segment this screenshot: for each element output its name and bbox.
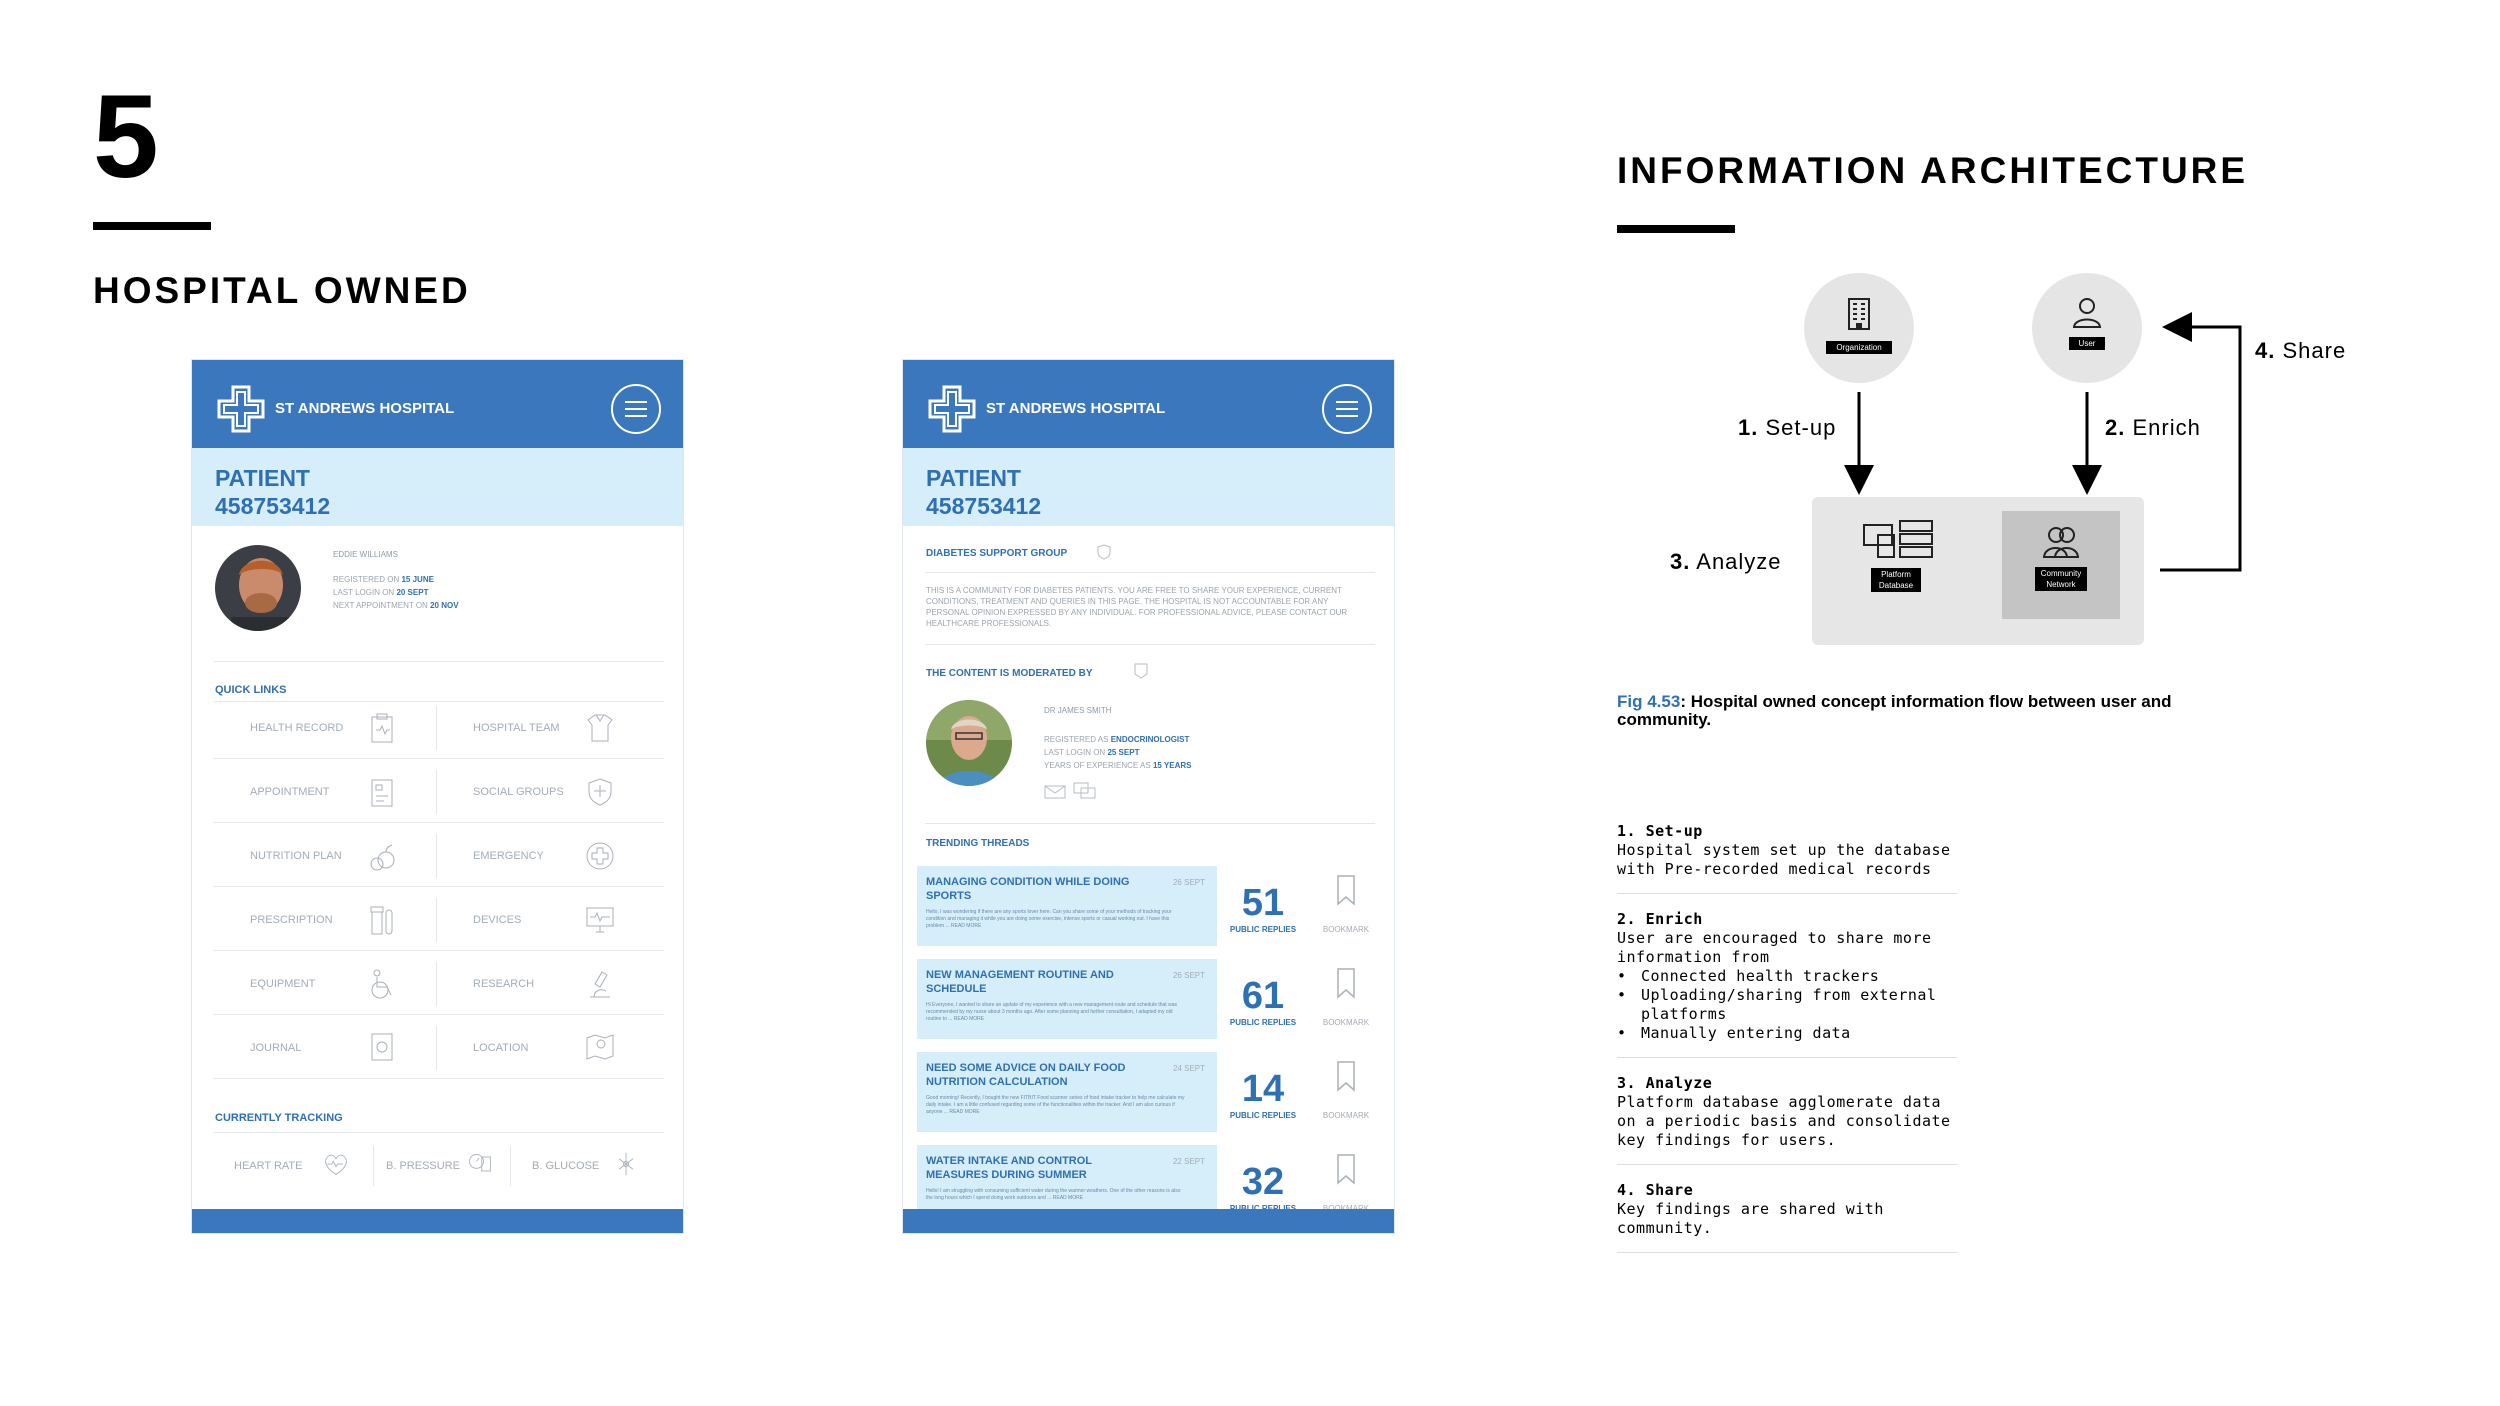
tracking-b-pressure[interactable]: B. PRESSURE [386, 1160, 460, 1172]
reply-count: 32 [1241, 1161, 1285, 1203]
thread-summary[interactable] [917, 1052, 1217, 1132]
patient-label: PATIENT [215, 465, 310, 491]
thread-date: 26 SEPT [1172, 878, 1205, 887]
bullet-item: • Connected health trackers [1617, 967, 1957, 986]
quick-link-devices[interactable]: DEVICES [473, 914, 522, 926]
shield-icon[interactable] [584, 776, 616, 808]
group-description: THIS IS A COMMUNITY FOR DIABETES PATIENTS. YOU ARE FREE TO SHARE YOUR EXPERIENCE, CURRENT CONDITIONS, TREATMENT AND QUERIES IN THIS PAGE. THE HOSPITAL IS NOT ACCOUNTABLE FOR ANY PERSONAL OPINION EXPRESSED BY ANY INDIVIDUAL. FOR PROFESSIONAL ADVICE, PLEASE CONTACT OUR HEALTHCARE PROFESSIONALS. [926, 586, 1348, 628]
experience-years: 15 YEARS [1152, 761, 1192, 770]
patient-banner [903, 448, 1394, 526]
mail-icon[interactable] [1044, 784, 1066, 800]
registered-prefix: REGISTERED ON [333, 575, 400, 584]
wheelchair-icon[interactable] [366, 968, 398, 1000]
fruit-icon[interactable] [366, 840, 398, 872]
thread-date: 22 SEPT [1172, 1157, 1205, 1166]
caption-text: : Hospital owned concept information flow between user and community. [1617, 692, 2172, 729]
hamburger-menu-icon[interactable] [1322, 384, 1372, 434]
bookmark-label[interactable]: BOOKMARK [1322, 1018, 1370, 1027]
patient-id: 458753412 [926, 493, 1042, 519]
setup-text: Set-up [1765, 415, 1837, 440]
phone-screen-community [902, 359, 1395, 1234]
reply-count: 51 [1241, 882, 1285, 924]
user-tag: User [2069, 337, 2105, 350]
patient-banner [192, 448, 683, 526]
thread-excerpt: Hi Everyone, I wanted to share an update of my experience with a new management route and schedule that was recommended by my nurse about 3 months ago. After some planning and further consultation, I adapted my old routine to ... READ MORE [926, 1002, 1177, 1022]
thread-date: 24 SEPT [1172, 1064, 1205, 1073]
thread-card[interactable] [917, 959, 1381, 1039]
quick-link-health-record[interactable]: HEALTH RECORD [250, 722, 344, 734]
microscope-icon[interactable] [584, 968, 616, 1000]
quick-link-appointment[interactable]: APPOINTMENT [250, 786, 330, 798]
shield-icon [1096, 544, 1112, 560]
thread-title[interactable]: NEED SOME ADVICE ON DAILY FOOD NUTRITION CALCULATION [926, 1062, 1126, 1088]
quick-link-emergency[interactable]: EMERGENCY [473, 850, 544, 862]
app-footer-bar [903, 1209, 1394, 1233]
quick-link-prescription[interactable]: PRESCRIPTION [250, 914, 333, 926]
community-tag-line: Community [2040, 569, 2082, 578]
analyze-label [1670, 549, 1782, 575]
divider [925, 644, 1375, 645]
bullet-item: • Uploading/sharing from external platforms [1617, 986, 1957, 1024]
quick-link-location[interactable]: LOCATION [473, 1042, 529, 1054]
app-header [903, 360, 1394, 448]
step-note [1617, 1074, 1957, 1165]
quick-link-equipment[interactable]: EQUIPMENT [250, 978, 316, 990]
moderator-profile-info [1044, 704, 1191, 772]
thread-title[interactable]: NEW MANAGEMENT ROUTINE AND SCHEDULE [926, 969, 1114, 995]
replies-label: PUBLIC REPLIES [1229, 1018, 1297, 1027]
divider [925, 572, 1375, 573]
blood-pressure-icon[interactable] [466, 1150, 494, 1178]
step-note [1617, 910, 1957, 1058]
column-divider [436, 706, 437, 750]
hospital-name: ST ANDREWS HOSPITAL [275, 400, 455, 417]
replies-label: PUBLIC REPLIES [1229, 925, 1297, 934]
moderated-label: THE CONTENT IS MODERATED BY [926, 668, 1093, 679]
column-divider [436, 834, 437, 878]
last-login-date: 25 SEPT [1107, 748, 1140, 757]
step-text: Platform database agglomerate data on a periodic basis and consolidate key findings for users. [1617, 1093, 1951, 1149]
enrich-text: Enrich [2132, 415, 2201, 440]
bookmark-icon[interactable] [1335, 1060, 1357, 1092]
bookmark-icon[interactable] [1335, 967, 1357, 999]
step-text: User are encouraged to share more information from [1617, 929, 1932, 966]
moderator-avatar[interactable] [926, 700, 1012, 786]
thread-excerpt: Good morning! Recently, I bought the new FITBIT Food scanner series of food intake tracker to help me calculate my daily intake. I am a little confused regarding some of the functionalities within the tracker. And I am also curious if anyone ... READ MORE [926, 1095, 1185, 1115]
setup-number: 1. [1738, 415, 1759, 440]
thread-summary[interactable] [917, 959, 1217, 1039]
flow-arrows [1780, 300, 2260, 600]
registered-line [333, 573, 459, 586]
clipboard-icon[interactable] [366, 712, 398, 744]
bookmark-label[interactable]: BOOKMARK [1322, 1111, 1370, 1120]
quick-link-social-groups[interactable]: SOCIAL GROUPS [473, 786, 564, 798]
next-appointment-date: 20 NOV [430, 601, 459, 610]
share-text: Share [2282, 338, 2347, 363]
divider [214, 822, 664, 823]
patient-id: 458753412 [215, 493, 331, 519]
step-text: Key findings are shared with community. [1617, 1200, 1884, 1237]
divider [925, 823, 1375, 824]
divider [214, 1132, 664, 1133]
step-notes [1617, 822, 1957, 1269]
thread-card[interactable] [917, 1052, 1381, 1132]
next-appointment-prefix: NEXT APPOINTMENT ON [333, 601, 428, 610]
setup-label [1738, 415, 1836, 441]
last-login-line [333, 586, 459, 599]
analyze-text: Analyze [1696, 549, 1782, 574]
divider [214, 950, 664, 951]
experience-prefix: YEARS OF EXPERIENCE AS [1044, 761, 1151, 770]
quick-links-label: QUICK LINKS [215, 684, 287, 696]
plus-circle-icon[interactable] [584, 840, 616, 872]
enrich-number: 2. [2105, 415, 2126, 440]
section-title: HOSPITAL OWNED [93, 270, 471, 311]
replies-label: PUBLIC REPLIES [1229, 1111, 1297, 1120]
patient-name: EDDIE WILLIAMS [333, 550, 398, 559]
step-note [1617, 1181, 1957, 1253]
step-note [1617, 822, 1957, 894]
pill-bottle-icon[interactable] [366, 904, 398, 936]
thread-title[interactable]: WATER INTAKE AND CONTROL MEASURES DURING SUMMER [926, 1155, 1092, 1181]
phone-screen-dashboard [191, 359, 684, 1234]
quick-link-nutrition-plan[interactable]: NUTRITION PLAN [250, 850, 342, 862]
group-title: DIABETES SUPPORT GROUP [926, 548, 1068, 559]
last-login-line [1044, 746, 1191, 759]
app-footer-bar [192, 1209, 683, 1233]
quick-link-journal[interactable]: JOURNAL [250, 1042, 302, 1054]
divider [214, 1014, 664, 1015]
registered-line [1044, 733, 1191, 746]
thread-title[interactable]: MANAGING CONDITION WHILE DOING SPORTS [926, 876, 1130, 902]
thread-excerpt: Hello, I was wondering if there are any sports lover here. Can you share some of your methods of tracking your condition and managing it while you are doing some exercise, intense sports or casual working out. I have this problem ... READ MORE [926, 909, 1172, 929]
hospital-cross-logo-icon [216, 384, 266, 434]
map-icon[interactable] [584, 1030, 616, 1062]
step-title: 4. Share [1617, 1181, 1694, 1199]
divider [214, 701, 664, 702]
patient-avatar[interactable] [215, 545, 301, 631]
app-header [192, 360, 683, 448]
organization-tag: Organization [1826, 341, 1892, 354]
monitor-icon[interactable] [584, 904, 616, 936]
last-login-prefix: LAST LOGIN ON [333, 588, 395, 597]
figure-number: Fig 4.53 [1617, 692, 1681, 711]
divider [214, 661, 664, 662]
divider [214, 1078, 664, 1079]
share-label [2255, 338, 2346, 364]
divider [214, 758, 664, 759]
tracking-heart-rate[interactable]: HEART RATE [234, 1160, 303, 1172]
tracking-b-glucose[interactable]: B. GLUCOSE [532, 1160, 600, 1172]
heart-rate-icon[interactable] [322, 1150, 350, 1178]
database-tag-line: Database [1878, 581, 1914, 590]
reply-count: 61 [1241, 975, 1285, 1017]
thread-summary[interactable] [917, 866, 1217, 946]
platform-tag-line: Platform [1881, 570, 1911, 579]
section-number: 5 [93, 71, 159, 203]
last-login-prefix: LAST LOGIN ON [1044, 748, 1106, 757]
reply-count: 14 [1241, 1068, 1285, 1110]
thread-excerpt: Hello! I am struggling with consuming sufficient water during the warmer weathers. One of the other reasons is also the long hours which I spend doing work outdoors and ... READ MORE [926, 1188, 1181, 1201]
analyze-number: 3. [1670, 549, 1691, 574]
column-divider [436, 1026, 437, 1070]
badge-icon [1132, 662, 1150, 680]
thread-date: 26 SEPT [1172, 971, 1205, 980]
ia-title-underline [1617, 225, 1735, 233]
hamburger-menu-icon[interactable] [611, 384, 661, 434]
network-tag-line: Network [2046, 580, 2076, 589]
hospital-name: ST ANDREWS HOSPITAL [986, 400, 1166, 417]
next-appointment-line [333, 599, 459, 612]
figure-caption [1617, 693, 2177, 729]
column-divider [436, 770, 437, 814]
quick-link-research[interactable]: RESEARCH [473, 978, 535, 990]
registered-prefix: REGISTERED AS [1044, 735, 1109, 744]
experience-line [1044, 759, 1191, 772]
step-title: 3. Analyze [1617, 1074, 1713, 1092]
chat-icon[interactable] [1073, 782, 1097, 800]
scrubs-icon[interactable] [584, 712, 616, 744]
column-divider [373, 1146, 374, 1186]
calendar-icon[interactable] [366, 776, 398, 808]
bookmark-label[interactable]: BOOKMARK [1322, 925, 1370, 934]
step-title: 1. Set-up [1617, 822, 1703, 840]
step-bullets [1617, 967, 1957, 1043]
last-login-date: 20 SEPT [396, 588, 429, 597]
thread-card[interactable] [917, 866, 1381, 946]
bookmark-icon[interactable] [1335, 1153, 1357, 1185]
patient-profile-info [333, 548, 459, 612]
title-underline [93, 222, 211, 230]
patient-label: PATIENT [926, 465, 1021, 491]
divider [214, 886, 664, 887]
bullet-item: • Manually entering data [1617, 1024, 1957, 1043]
hospital-cross-logo-icon [927, 384, 977, 434]
share-number: 4. [2255, 338, 2276, 363]
enrich-label [2105, 415, 2201, 441]
column-divider [436, 962, 437, 1006]
glucose-icon[interactable] [612, 1150, 640, 1178]
moderator-name: DR JAMES SMITH [1044, 706, 1112, 715]
registered-date: 15 JUNE [401, 575, 434, 584]
column-divider [436, 898, 437, 942]
bookmark-icon[interactable] [1335, 874, 1357, 906]
step-text: Hospital system set up the database with Pre-recorded medical records [1617, 841, 1951, 878]
journal-icon[interactable] [366, 1030, 398, 1062]
column-divider [510, 1146, 511, 1186]
quick-link-hospital-team[interactable]: HOSPITAL TEAM [473, 722, 560, 734]
registered-role: ENDOCRINOLOGIST [1110, 735, 1190, 744]
trending-label: TRENDING THREADS [926, 838, 1030, 849]
step-title: 2. Enrich [1617, 910, 1703, 928]
tracking-label: CURRENTLY TRACKING [215, 1112, 343, 1124]
ia-title: INFORMATION ARCHITECTURE [1617, 150, 2249, 191]
